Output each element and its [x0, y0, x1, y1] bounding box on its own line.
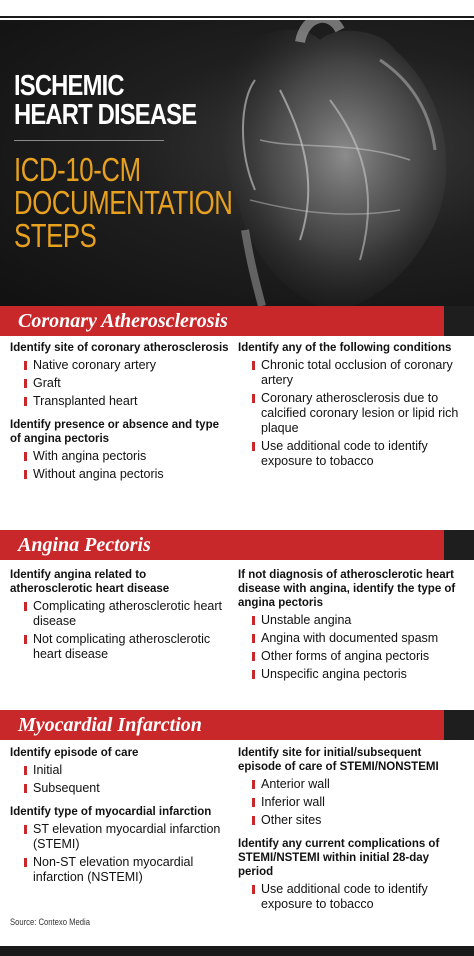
list-item: Angina with documented spasm: [252, 631, 464, 646]
list-item: Use additional code to identify exposure to tobacco: [252, 882, 464, 912]
step-list: [252, 882, 464, 912]
section-2-right-column: [238, 746, 464, 921]
list-item: Transplanted heart: [24, 394, 230, 409]
list-item: Not complicating atherosclerotic heart disease: [24, 632, 230, 662]
section-0-left-column: [10, 341, 230, 491]
section-title: Myocardial Infarction: [18, 714, 202, 736]
step-list: [24, 763, 230, 796]
list-item: Initial: [24, 763, 230, 778]
step-heading: Identify type of myocardial infarction: [10, 806, 212, 818]
step-heading: Identify presence or absence and type of angina pectoris: [10, 419, 219, 445]
list-item: Chronic total occlusion of coronary artery: [252, 358, 464, 388]
bottom-rule: [0, 946, 474, 956]
list-item: Coronary atherosclerosis due to calcified coronary lesion or lipid rich plaque: [252, 391, 464, 436]
section-0-right-column: [238, 341, 464, 478]
section-header-angina-pectoris: [0, 530, 474, 560]
step-list: [252, 358, 464, 469]
title-line: ISCHEMIC: [14, 70, 124, 102]
list-item: Other forms of angina pectoris: [252, 649, 464, 664]
list-item: Native coronary artery: [24, 358, 230, 373]
step-heading: Identify episode of care: [10, 747, 139, 759]
section-1-right-column: [238, 568, 464, 691]
title-line: HEART DISEASE: [14, 99, 197, 131]
top-rule: [0, 0, 474, 18]
section-bar-tail: [444, 306, 474, 336]
step-list: [252, 777, 464, 828]
source-credit: Source: Contexo Media: [10, 917, 90, 927]
list-item: Without angina pectoris: [24, 467, 230, 482]
section-title: Angina Pectoris: [18, 534, 151, 556]
list-item: ST elevation myocardial infarction (STEMI): [24, 822, 230, 852]
section-bar-tail: [444, 530, 474, 560]
title-divider: [14, 140, 164, 141]
step-heading: Identify any current complications of STEMI/NSTEMI within initial 28-day period: [238, 838, 440, 878]
subtitle-line: DOCUMENTATION: [14, 184, 233, 221]
section-2-left-column: [10, 746, 230, 894]
list-item: With angina pectoris: [24, 449, 230, 464]
list-item: Subsequent: [24, 781, 230, 796]
list-item: Graft: [24, 376, 230, 391]
step-heading: Identify site of coronary atherosclerosis: [10, 342, 229, 354]
step-list: [24, 599, 230, 662]
title-block: [14, 72, 294, 252]
section-1-left-column: [10, 568, 230, 671]
step-list: [24, 449, 230, 482]
list-item: Other sites: [252, 813, 464, 828]
hero-banner: [0, 20, 474, 306]
section-title: Coronary Atherosclerosis: [18, 310, 228, 332]
step-heading: If not diagnosis of atherosclerotic heart disease with angina, identify the type of angina pectoris: [238, 569, 456, 609]
step-list: [24, 822, 230, 885]
step-heading: Identify angina related to atherosclerotic heart disease: [10, 569, 170, 595]
list-item: Unstable angina: [252, 613, 464, 628]
section-bar-tail: [444, 710, 474, 740]
list-item: Complicating atherosclerotic heart disease: [24, 599, 230, 629]
step-heading: Identify any of the following conditions: [238, 342, 452, 354]
list-item: Non-ST elevation myocardial infarction (NSTEMI): [24, 855, 230, 885]
list-item: Inferior wall: [252, 795, 464, 810]
step-heading: Identify site for initial/subsequent episode of care of STEMI/NONSTEMI: [238, 747, 439, 773]
list-item: Use additional code to identify exposure to tobacco: [252, 439, 464, 469]
subtitle-line: STEPS: [14, 217, 97, 254]
section-header-coronary-atherosclerosis: [0, 306, 474, 336]
step-list: [24, 358, 230, 409]
step-list: [252, 613, 464, 682]
section-header-myocardial-infarction: [0, 710, 474, 740]
list-item: Anterior wall: [252, 777, 464, 792]
subtitle-line: ICD-10-CM: [14, 151, 141, 188]
list-item: Unspecific angina pectoris: [252, 667, 464, 682]
